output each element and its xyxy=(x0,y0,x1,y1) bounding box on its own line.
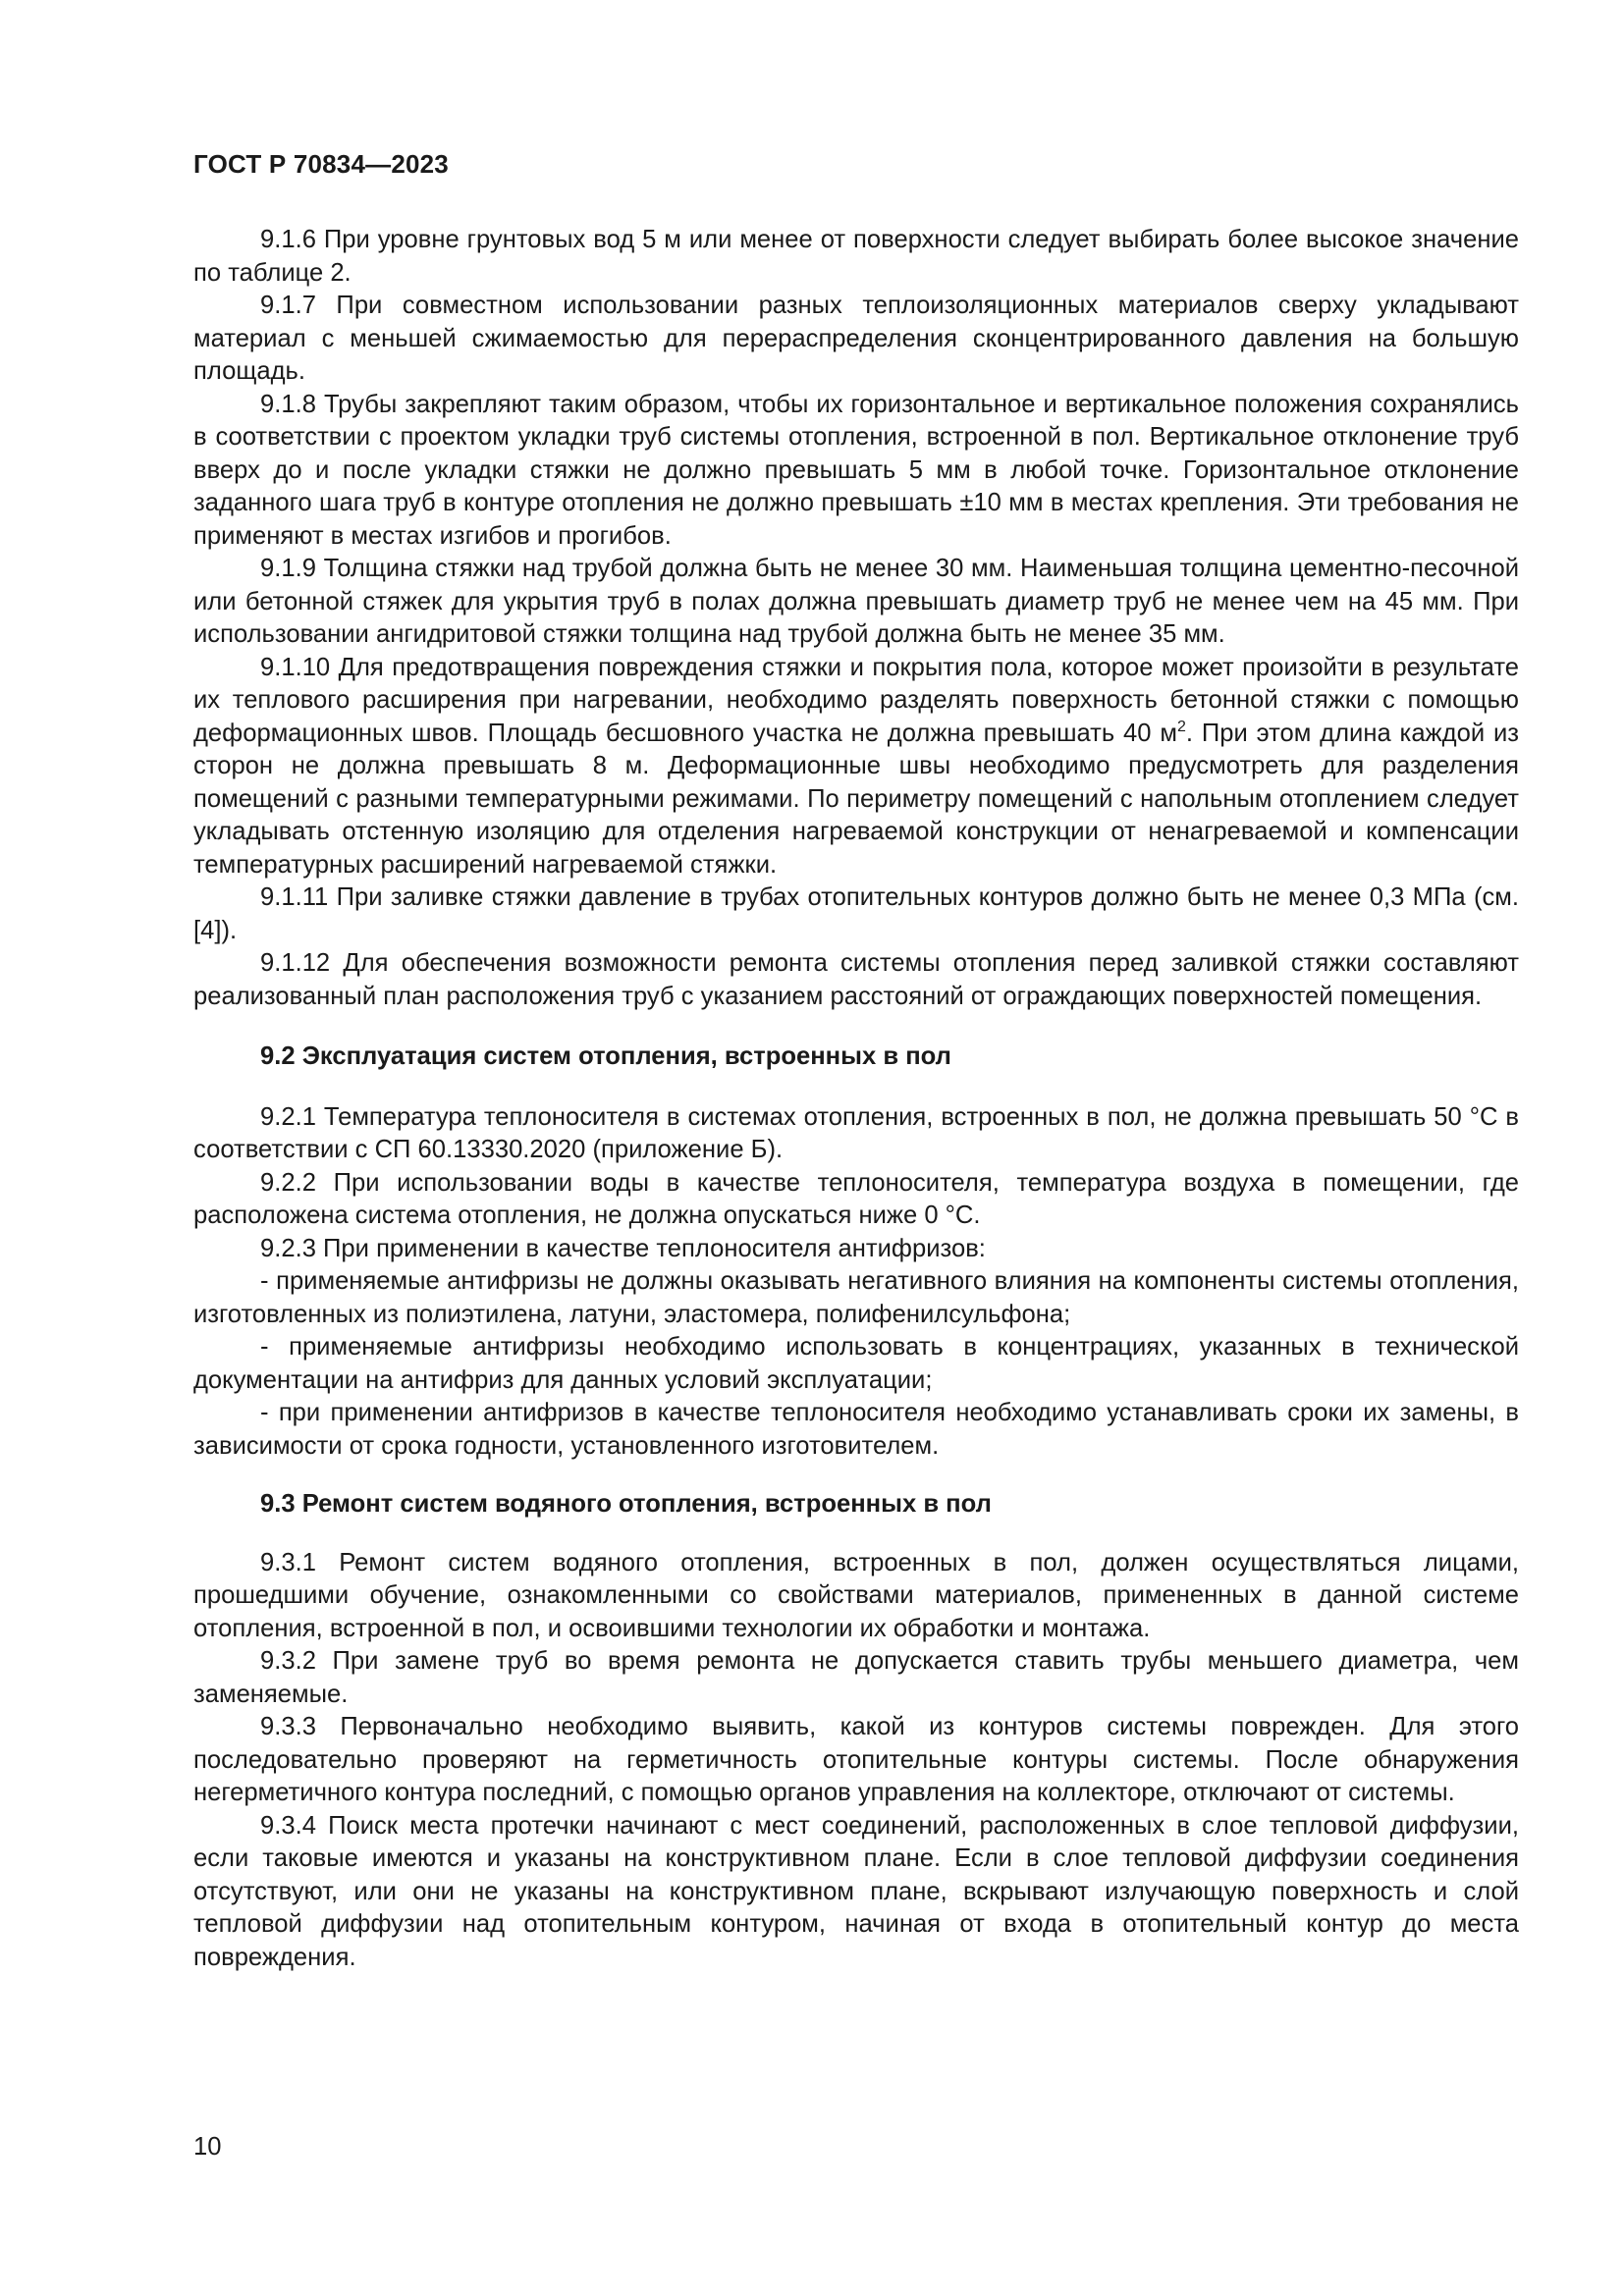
clause-9-2-3: 9.2.3 При применении в качестве теплоносителя антифризов: xyxy=(260,1234,986,1262)
document-id-header: ГОСТ Р 70834—2023 xyxy=(193,149,449,179)
document-body xyxy=(193,224,1519,1974)
list-item-antifreeze-replacement: - при применении антифризов в качестве теплоносителя необходимо устанавливать сроки их замены, в зависимости от срока годности, установленного изготовителем. xyxy=(193,1399,1519,1460)
clause-9-1-11: 9.1.11 При заливке стяжки давление в трубах отопительных контуров должно быть не менее 0,3 МПа (см. [4]). xyxy=(193,883,1519,944)
clause-9-2-1: 9.2.1 Температура теплоносителя в системах отопления, встроенных в пол, не должна превышать 50 °С в соответствии с СП 60.13330.2020 (приложение Б). xyxy=(193,1102,1519,1163)
clause-9-1-7: 9.1.7 При совместном использовании разных теплоизоляционных материалов сверху укладывают материал с меньшей сжимаемостью для перераспределения сконцентрированного давления на большую площадь. xyxy=(193,292,1519,385)
clause-9-2-2: 9.2.2 При использовании воды в качестве теплоносителя, температура воздуха в помещении, где расположена система отопления, не должна опускаться ниже 0 °С. xyxy=(193,1168,1519,1229)
clause-9-1-12: 9.1.12 Для обеспечения возможности ремонта системы отопления перед заливкой стяжки составляют реализованный план расположения труб с указанием расстояний от ограждающих поверхностей помещения. xyxy=(193,949,1519,1010)
superscript-square: 2 xyxy=(1176,718,1186,735)
clause-9-3-1: 9.3.1 Ремонт систем водяного отопления, встроенных в пол, должен осуществляться лицами, прошедшими обучение, ознакомленными со свойствами материалов, примененных в данной системе отопления, встроенной в пол, и освоившими технологии их обработки и монтажа. xyxy=(193,1548,1519,1642)
list-item-antifreeze-concentration: - применяемые антифризы необходимо использовать в концентрациях, указанных в технической документации на антифриз для данных условий эксплуатации; xyxy=(193,1333,1519,1394)
section-heading-9-2: 9.2 Эксплуатация систем отопления, встроенных в пол xyxy=(260,1042,951,1070)
section-heading-9-3: 9.3 Ремонт систем водяного отопления, встроенных в пол xyxy=(260,1490,992,1518)
clause-9-1-10-part-b: . При этом длина каждой из сторон не должна превышать 8 м. Деформационные швы необходимо предусмотреть для разделения помещений с разными температурными режимами. По периметру помещений с напольным отоплением следует укладывать отстенную изоляцию для отделения нагреваемой конструкции от ненагреваемой и компенсации температурных расширений нагреваемой стяжки. xyxy=(193,719,1520,879)
clause-9-1-6: 9.1.6 При уровне грунтовых вод 5 м или менее от поверхности следует выбирать более высокое значение по таблице 2. xyxy=(193,226,1519,287)
clause-9-3-4: 9.3.4 Поиск места протечки начинают с мест соединений, расположенных в слое тепловой диффузии, если таковые имеются и указаны на конструктивном плане. Если в слое тепловой диффузии соединения отсутствуют, или они не указаны на конструктивном плане, вскрывают излучающую поверхность и слой тепловой диффузии над отопительным контуром, начиная от входа в отопительный контур до места повреждения. xyxy=(193,1811,1519,1971)
clause-9-1-9: 9.1.9 Толщина стяжки над трубой должна быть не менее 30 мм. Наименьшая толщина цементно-песочной или бетонной стяжек для укрытия труб в полах должна превышать диаметр труб не менее чем на 45 мм. При использовании ангидритовой стяжки толщина над трубой должна быть не менее 35 мм. xyxy=(193,555,1519,648)
clause-9-1-10 xyxy=(193,652,1519,882)
clause-9-1-10-part-a: 9.1.10 Для предотвращения повреждения стяжки и покрытия пола, которое может произойти в результате их теплового расширения при нагревании, необходимо разделять поверхность бетонной стяжки с помощью деформационных швов. Площадь бесшовного участка не должна превышать 40 м xyxy=(193,653,1519,747)
clause-9-3-3: 9.3.3 Первоначально необходимо выявить, какой из контуров системы поврежден. Для этого последовательно проверяют на герметичность отопительные контуры системы. После обнаружения негерметичного контура последний, с помощью органов управления на коллекторе, отключают от системы. xyxy=(193,1713,1519,1806)
clause-9-1-8: 9.1.8 Трубы закрепляют таким образом, чтобы их горизонтальное и вертикальное положения сохранялись в соответствии с проектом укладки труб системы отопления, встроенной в пол. Вертикальное отклонение труб вверх до и после укладки стяжки не должно превышать 5 мм в любой точке. Горизонтальное отклонение заданного шага труб в контуре отопления не должно превышать ±10 мм в местах крепления. Эти требования не применяют в местах изгибов и прогибов. xyxy=(193,390,1519,550)
clause-9-3-2: 9.3.2 При замене труб во время ремонта не допускается ставить трубы меньшего диаметра, чем заменяемые. xyxy=(193,1647,1519,1708)
list-item-antifreeze-influence: - применяемые антифризы не должны оказывать негативного влияния на компоненты системы отопления, изготовленных из полиэтилена, латуни, эластомера, полифенилсульфона; xyxy=(193,1267,1519,1328)
page-number: 10 xyxy=(193,2133,222,2161)
